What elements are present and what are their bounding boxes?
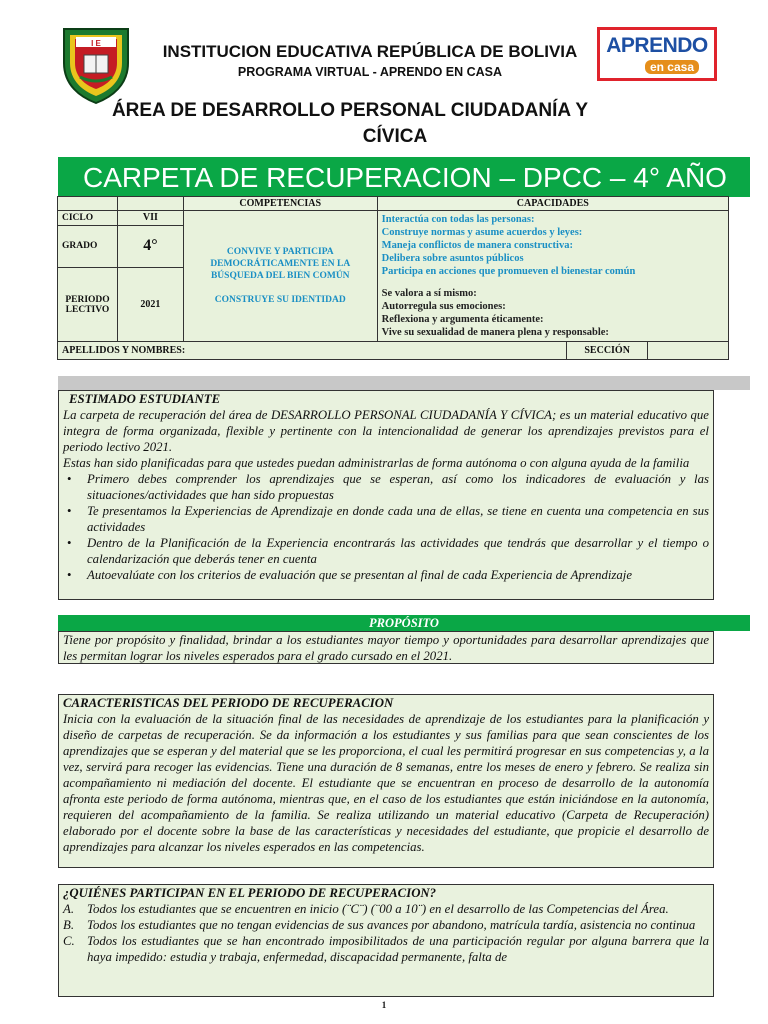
capacidad-item: Maneja conflictos de manera constructiva: [381,240,573,251]
list-marker: B. [63,918,75,932]
list-marker: C. [63,934,75,948]
corner-cell [117,197,183,211]
seccion-label: SECCIÓN [567,342,648,360]
page-title-banner: CARPETA DE RECUPERACION – DPCC – 4° AÑO [58,157,750,197]
competencia-1: CONVIVE Y PARTICIPA DEMOCRÁTICAMENTE EN LA BÚSQUEDA DEL BIEN COMÚN [210,247,351,281]
brand-sub-text: en casa [645,60,699,74]
brand-main-text: APRENDO [606,34,708,57]
list-item-text: Todos los estudiantes que se han encontrado imposibilitados de una participación regular por alguna barrera que la haya impedido: estudia y trabaja, enfermedad, discapacidad permanente, falta de [87,934,709,964]
school-crest-logo [60,25,132,105]
section-divider [58,376,750,390]
capacidades-cell [377,211,728,342]
estimado-bullets [63,471,709,583]
crest-lettering: I E [91,39,101,48]
list-item [63,917,709,933]
proposito-title: PROPÓSITO [58,615,750,631]
area-title [70,98,630,150]
estimado-paragraph: Estas han sido planificadas para que ustedes puedan administrarlas de forma autónoma o con alguna ayuda de la familia [63,456,690,470]
list-item: • Autoevalúate con los criterios de evaluación que se presentan al final de cada Experiencia de Aprendizaje [63,567,709,583]
school-name: INSTITUCION EDUCATIVA REPÚBLICA DE BOLIVIA [162,42,578,61]
capacidad-item: Participa en acciones que promueven el bienestar común [381,266,636,277]
quienes-list [63,901,709,965]
info-table [57,196,729,360]
capacidad-item: Reflexiona y argumenta éticamente: [381,314,544,325]
seccion-field[interactable] [648,342,729,360]
proposito-box [58,631,714,664]
corner-cell [58,197,118,211]
caracteristicas-text: Inicia con la evaluación de la situación final de las necesidades de aprendizaje de los estudiantes para la planificación y diseño de carpetas de recuperación. Se da información a los estudiantes y sus familias para que sean conscientes de los aprendizajes que se esperan y del material que se les proporciona, el cual les permitirá progresar en sus competencias y, a la vez, servirá para recoger las evidencias. Tiene una duración de 8 semanas, entre los meses de enero y febrero. Se realiza sin acompañamiento ni mediación del docente. El estudiante que se encuentran en proceso de desarrollo de la autonomía afronta este periodo de forma autónoma, mientras que, en el caso de los estudiantes que están iniciándose en la autonomía, requieren del acompañamiento de la familia. Se realiza utilizando un material educativo (Carpeta de Recuperación) elaborado por el docente sobre la base de las características y necesidades del estudiante, que propicie el desarrollo de aprendizajes para alcanzar los niveles esperados en las competencias. [63,712,709,854]
list-item-text: Todos los estudiantes que no tengan evidencias de sus avances por abandono, matrícula tardía, asistencia no continua [87,918,696,932]
periodo-label: PERIODO LECTIVO [58,268,118,342]
quienes-title: ¿QUIÉNES PARTICIPAN EN EL PERIODO DE RECUPERACION? [63,886,437,900]
program-name: PROGRAMA VIRTUAL - APRENDO EN CASA [237,65,503,79]
list-item: • Te presentamos la Experiencias de Aprendizaje en donde cada una de ellas, se tiene en cuenta una competencia en sus actividades [63,503,709,535]
ciclo-label: CICLO [58,211,118,226]
area-title-line1: ÁREA DE DESARROLLO PERSONAL CIUDADANÍA Y [111,100,589,121]
proposito-text: Tiene por propósito y finalidad, brindar a los estudiantes mayor tiempo y oportunidades para desarrollar aprendizajes que les permitan lograr los niveles esperados para el grado cursado en el 2021. [63,633,709,663]
list-item: • Primero debes comprender los aprendizajes que se esperan, así como los indicadores de evaluación y las situaciones/actividades que han sido propuestas [63,471,709,503]
caracteristicas-box [58,694,714,868]
periodo-value: 2021 [117,268,183,342]
estimado-title: ESTIMADO ESTUDIANTE [69,392,221,406]
header-capacidades: CAPACIDADES [377,197,728,211]
quienes-box [58,884,714,997]
ciclo-value: VII [117,211,183,226]
list-item: • Dentro de la Planificación de la Experiencia encontrarás las actividades que tendrás que desarrollar y el tiempo o calendarización que deberás tener en cuenta [63,535,709,567]
page-number: 1 [381,1000,387,1010]
capacidad-item: Se valora a sí mismo: [381,288,477,299]
list-item-text: Todos los estudiantes que se encuentren en inicio (¨C¨) (¨00 a 10¨) en el desarrollo de las Competencias del Área. [87,902,669,916]
list-item [63,901,709,917]
caracteristicas-title: CARACTERISTICAS DEL PERIODO DE RECUPERACION [63,696,394,710]
list-item [63,933,709,965]
apellidos-label: APELLIDOS Y NOMBRES: [58,342,567,360]
aprendo-en-casa-logo [597,27,717,81]
capacidad-item: Vive su sexualidad de manera plena y responsable: [381,327,609,338]
competencia-2: CONSTRUYE SU IDENTIDAD [214,295,346,305]
competencias-cell [183,211,377,342]
grado-label: GRADO [58,225,118,267]
estimado-paragraph: La carpeta de recuperación del área de DESARROLLO PERSONAL CIUDADANÍA Y CÍVICA; es un material educativo que integra de forma organizada, flexible y pertinente con la intencionalidad de generar los aprendizajes previstos para el periodo lectivo 2021. [63,408,709,454]
list-marker: A. [63,902,75,916]
grado-value: 4° [117,225,183,267]
header-competencias: COMPETENCIAS [183,197,377,211]
capacidad-item: Delibera sobre asuntos públicos [381,253,524,264]
area-title-line2: CÍVICA [362,126,428,147]
estimado-estudiante-box [58,390,714,600]
capacidad-item: Autorregula sus emociones: [381,301,506,312]
capacidad-item: Construye normas y asume acuerdos y leyes: [381,227,583,238]
capacidad-item: Interactúa con todas las personas: [381,214,535,225]
